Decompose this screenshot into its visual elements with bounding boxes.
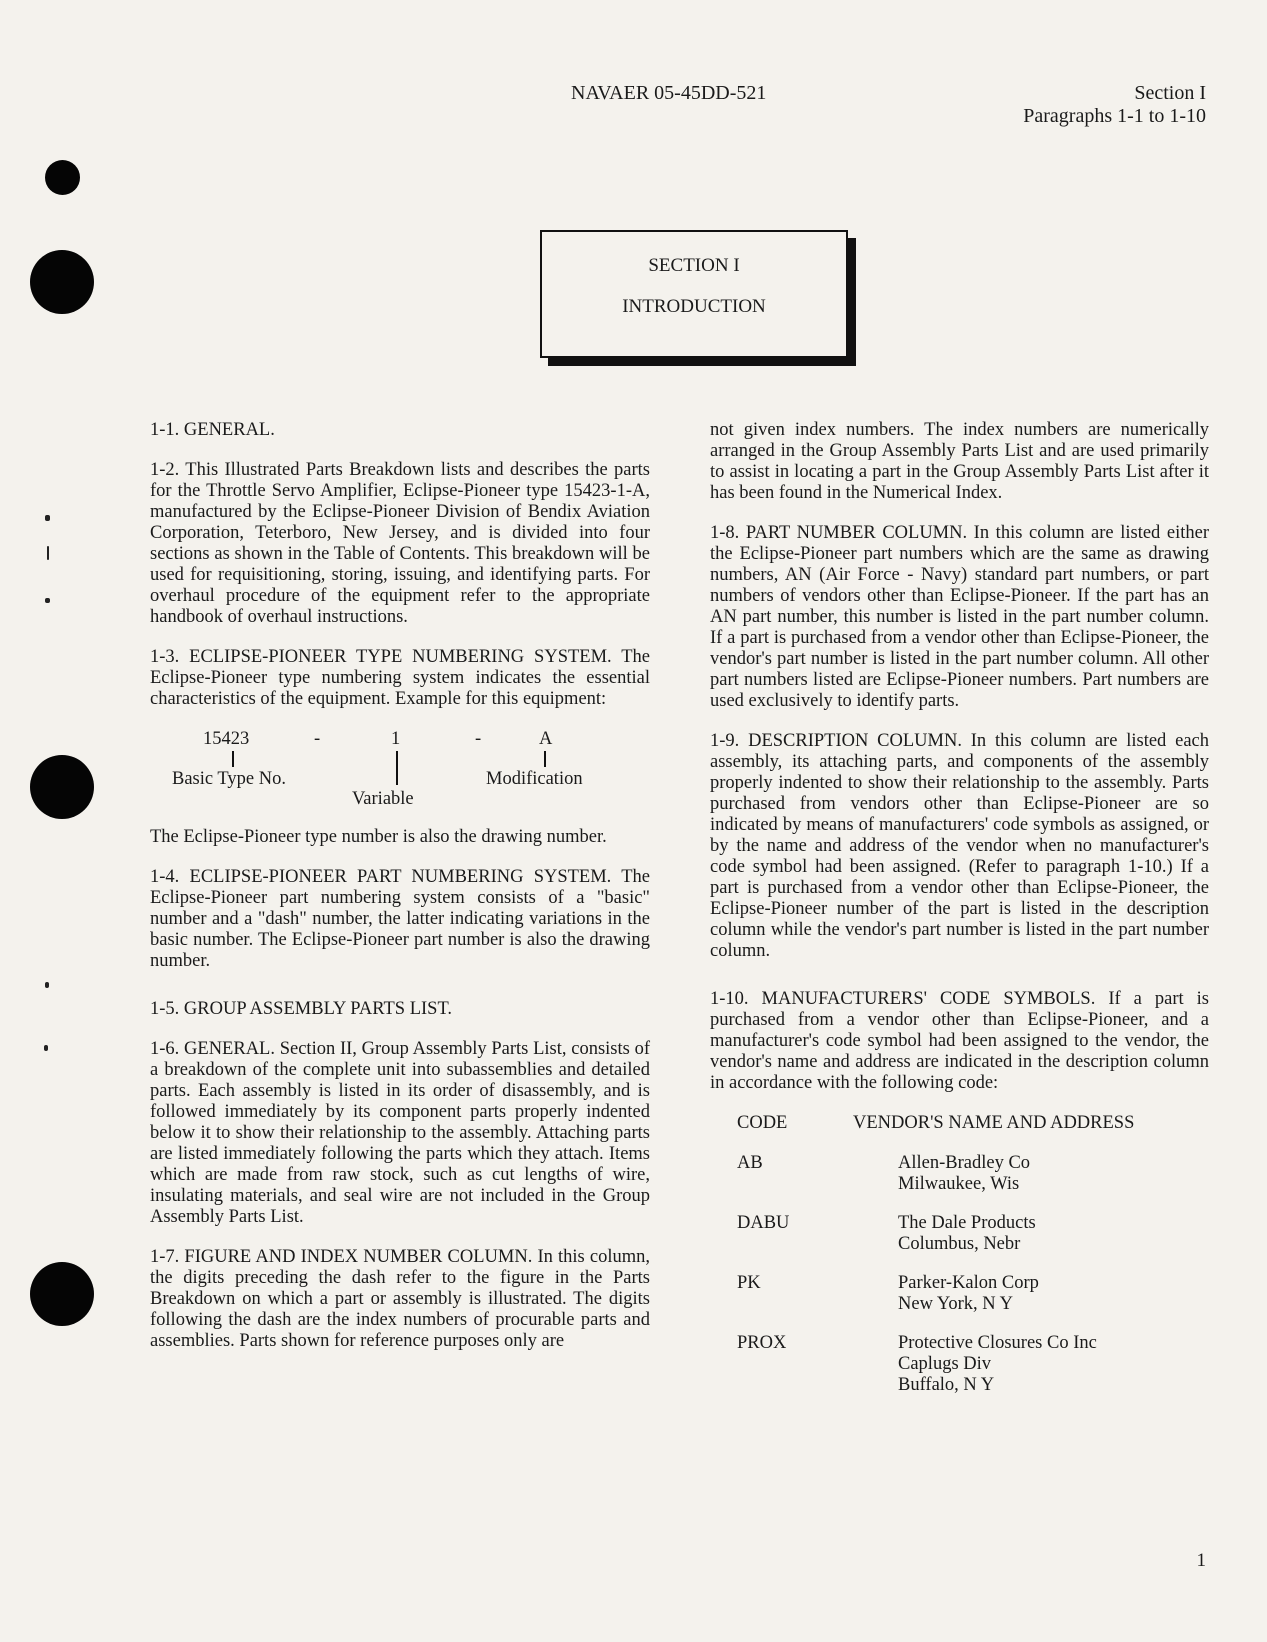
paragraph-1-8: 1-8. PART NUMBER COLUMN. In this column are listed either the Eclipse-Pioneer part numbers which are the same as drawing numbers, AN (Air Force - Navy) standard part numbers, or part numbers of vendors other than Eclipse-Pioneer. If the part has an AN part number, this number is listed in the part number column. If a part is purchased from a vendor other than Eclipse-Pioneer, the vendor's part number is listed in the part number column. All other part numbers listed are Eclipse-Pioneer numbers. Part numbers are used exclusively to identify parts. [710,523,1209,711]
section-number: SECTION I [648,255,740,276]
code-column-header: CODE [737,1113,788,1133]
vendor-line: The Dale Products [898,1213,1036,1233]
section-title: INTRODUCTION [622,296,766,317]
binder-hole-lower [30,1262,94,1326]
left-column [150,420,650,1371]
paragraph-1-7: 1-7. FIGURE AND INDEX NUMBER COLUMN. In this column, the digits preceding the dash refer to the figure in the Parts Breakdown on which a part or assembly is illustrated. The digits following the dash are the index numbers of procurable parts and assemblies. Parts shown for reference purposes only are [150,1247,650,1351]
paragraph-1-5: 1-5. GROUP ASSEMBLY PARTS LIST. [150,999,453,1019]
vendor-line: Parker-Kalon Corp [898,1273,1039,1293]
type-variable-label: Variable [352,789,414,809]
vendor-line: Caplugs Div [898,1354,992,1374]
paragraph-1-3: 1-3. ECLIPSE-PIONEER TYPE NUMBERING SYSTEM. The Eclipse-Pioneer type numbering system indicates the essential characteristics of the equipment. Example for this equipment: [150,647,650,709]
type-dash: - [475,729,482,749]
vendor-line: Allen-Bradley Co [898,1153,1031,1173]
binder-hole-upper [30,250,94,314]
type-modification-letter: A [539,729,553,749]
section-title-box [540,230,848,358]
margin-speck [45,982,49,988]
type-variable-pointer [396,751,398,785]
document-number: NAVAER 05-45DD-521 [571,82,767,104]
type-modification-label: Modification [486,769,583,789]
vendor-line: Buffalo, N Y [898,1375,995,1395]
code-symbol-table [710,1113,1209,1403]
paragraph-range: Paragraphs 1-1 to 1-10 [1023,105,1206,127]
vendor-code: PROX [737,1333,787,1353]
vendor-address [898,1153,1030,1195]
vendor-column-header: VENDOR'S NAME AND ADDRESS [853,1113,1135,1133]
vendor-address [898,1213,1036,1255]
margin-speck [45,515,50,521]
vendor-code: PK [737,1273,761,1293]
paragraph-1-7-continued: not given index numbers. The index numbers are numerically arranged in the Group Assembly Parts List and are used primarily to assist in locating a part in the Group Assembly Parts List after it has been found in the Numerical Index. [710,420,1209,503]
binder-hole-middle [30,755,94,819]
vendor-code: DABU [737,1213,790,1233]
type-basic-number: 15423 [203,729,250,749]
margin-speck [44,1045,48,1051]
paragraph-1-6: 1-6. GENERAL. Section II, Group Assembly Parts List, consists of a breakdown of the complete unit into subassemblies and detailed parts. Each assembly is listed in its order of disassembly, and is followed immediately by its component parts properly indented below it to show their relationship to the assembly. Attaching parts are listed immediately following the parts which they attach. Items which are made from raw stock, such as cut lengths of wire, insulating materials, and seal wire are not included in the Group Assembly Parts List. [150,1039,650,1227]
type-basic-label: Basic Type No. [172,769,286,789]
vendor-code: AB [737,1153,763,1173]
vendor-line: Protective Closures Co Inc [898,1333,1097,1353]
vendor-address [898,1273,1039,1315]
vendor-address [898,1333,1097,1396]
paragraph-1-10: 1-10. MANUFACTURERS' CODE SYMBOLS. If a part is purchased from a vendor other than Eclipse-Pioneer, and a manufacturer's code symbol had been assigned to the vendor, the vendor's name and address are indicated in the description column in accordance with the following code: [710,989,1209,1093]
margin-speck [45,598,50,603]
vendor-line: New York, N Y [898,1294,1013,1314]
right-column [710,420,1209,1403]
type-dash: - [314,729,321,749]
type-variable-number: 1 [391,729,401,749]
vendor-line: Milwaukee, Wis [898,1174,1020,1194]
paragraph-1-1: 1-1. GENERAL. [150,420,275,440]
type-modification-pointer [544,751,546,767]
paragraph-1-9: 1-9. DESCRIPTION COLUMN. In this column are listed each assembly, its attaching parts, and components of the assembly properly indented to show their relationship to the assembly. Parts purchased from vendors other than Eclipse-Pioneer are so indicated by means of manufacturers' code symbols as assigned, or by the name and address of the vendor when no manufacturer's code symbol had been assigned. (Refer to paragraph 1-10.) If a part is purchased from a vendor other than Eclipse-Pioneer, the Eclipse-Pioneer number of the part is listed in the description column while the vendor's part number is listed in the part number column. [710,731,1209,961]
vendor-line: Columbus, Nebr [898,1234,1021,1254]
type-number-example [150,729,650,807]
binder-hole-top [45,160,80,195]
page-number: 1 [1196,1550,1206,1571]
margin-speck [47,546,49,560]
section-label: Section I [1134,82,1206,104]
paragraph-1-2: 1-2. This Illustrated Parts Breakdown lists and describes the parts for the Throttle Servo Amplifier, Eclipse-Pioneer type 15423-1-A, manufactured by the Eclipse-Pioneer Division of Bendix Aviation Corporation, Teterboro, New Jersey, and is divided into four sections as shown in the Table of Contents. This breakdown will be used for requisitioning, storing, issuing, and identifying parts. For overhaul procedure of the equipment refer to the appropriate handbook of overhaul instructions. [150,460,650,627]
type-basic-pointer [232,751,234,767]
type-number-note: The Eclipse-Pioneer type number is also the drawing number. [150,827,607,847]
section-reference [1023,82,1206,128]
paragraph-1-4: 1-4. ECLIPSE-PIONEER PART NUMBERING SYSTEM. The Eclipse-Pioneer part numbering system consists of a "basic" number and a "dash" number, the latter indicating variations in the basic number. The Eclipse-Pioneer part number is also the drawing number. [150,867,650,971]
